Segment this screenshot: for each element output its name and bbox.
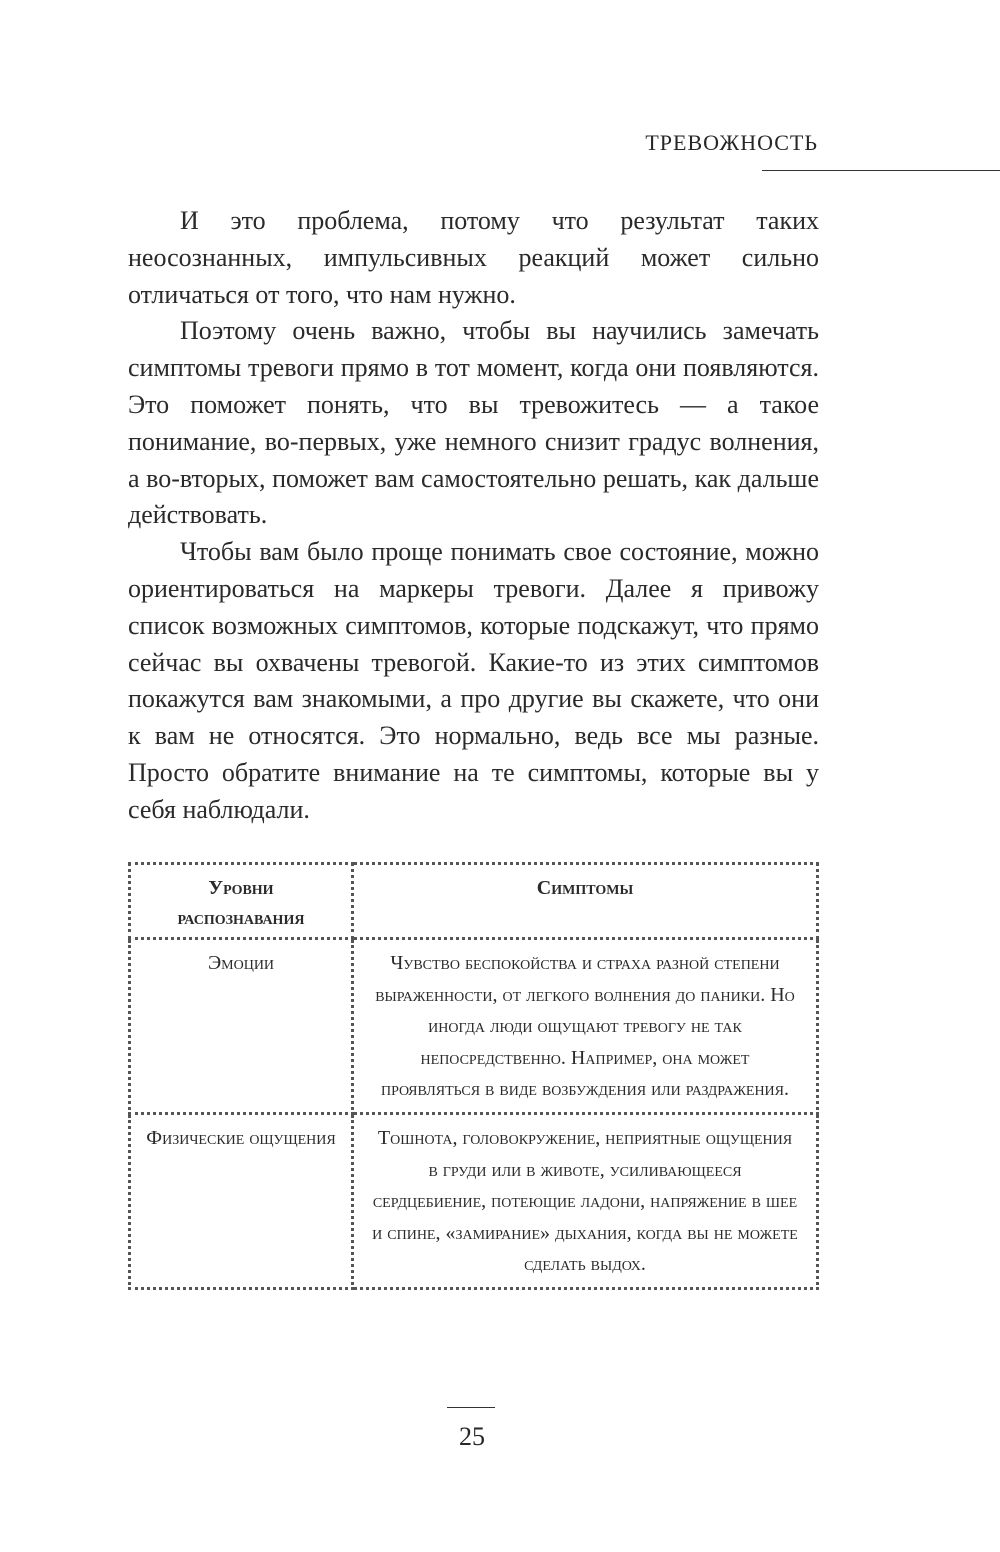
- header-rule: [762, 170, 1000, 171]
- table-row: [130, 939, 818, 1114]
- running-header-title: ТРЕВОЖНОСТЬ: [645, 130, 818, 155]
- table-header-symptoms: Симптомы: [353, 864, 818, 939]
- paragraph: Чтобы вам было проще понимать свое состояние, можно ориентироваться на маркеры тревоги. Далее я привожу список возможных симптомов, которые подскажут, что прямо сейчас вы охвачены тревогой. Какие-то из этих симптомов покажутся вам знакомыми, а про другие вы скажете, что они к вам не относятся. Это нормально, ведь все мы разные. Просто обратите внимание на те симптомы, которые вы у себя наблюдали.: [128, 537, 819, 824]
- paragraph: Поэтому очень важно, чтобы вы научились замечать симптомы тревоги прямо в тот момент, когда они появляются. Это поможет понять, что вы тревожитесь — а такое понимание, во-первых, уже немного снизит градус волнения, а во-вторых, поможет вам самостоятельно решать, как дальше действовать.: [128, 316, 819, 530]
- table-header-levels: Уровни распознавания: [130, 864, 353, 939]
- table-row: [130, 1113, 818, 1288]
- symptoms-table: [128, 862, 819, 1290]
- body-text: [128, 203, 819, 829]
- paragraph: И это проблема, потому что результат таких неосознанных, импульсивных реакций может сильно отличаться от того, что нам нужно.: [128, 206, 819, 309]
- page-number-rule: [447, 1407, 495, 1408]
- table-header-row: [130, 864, 818, 939]
- table-cell-level: Эмоции: [130, 939, 353, 1114]
- page-number: 25: [459, 1422, 485, 1451]
- table-cell-symptoms: Тошнота, головокружение, неприятные ощущения в груди или в животе, усиливающееся сердцебиение, потеющие ладони, напряжение в шее и спине, «замирание» дыхания, когда вы не можете сделать выдох.: [353, 1113, 818, 1288]
- table-cell-symptoms: Чувство беспокойства и страха разной степени выраженности, от легкого волнения до паники. Но иногда люди ощущают тревогу не так непосредственно. Например, она может проявляться в виде возбуждения или раздражения.: [353, 939, 818, 1114]
- table-cell-level: Физические ощущения: [130, 1113, 353, 1288]
